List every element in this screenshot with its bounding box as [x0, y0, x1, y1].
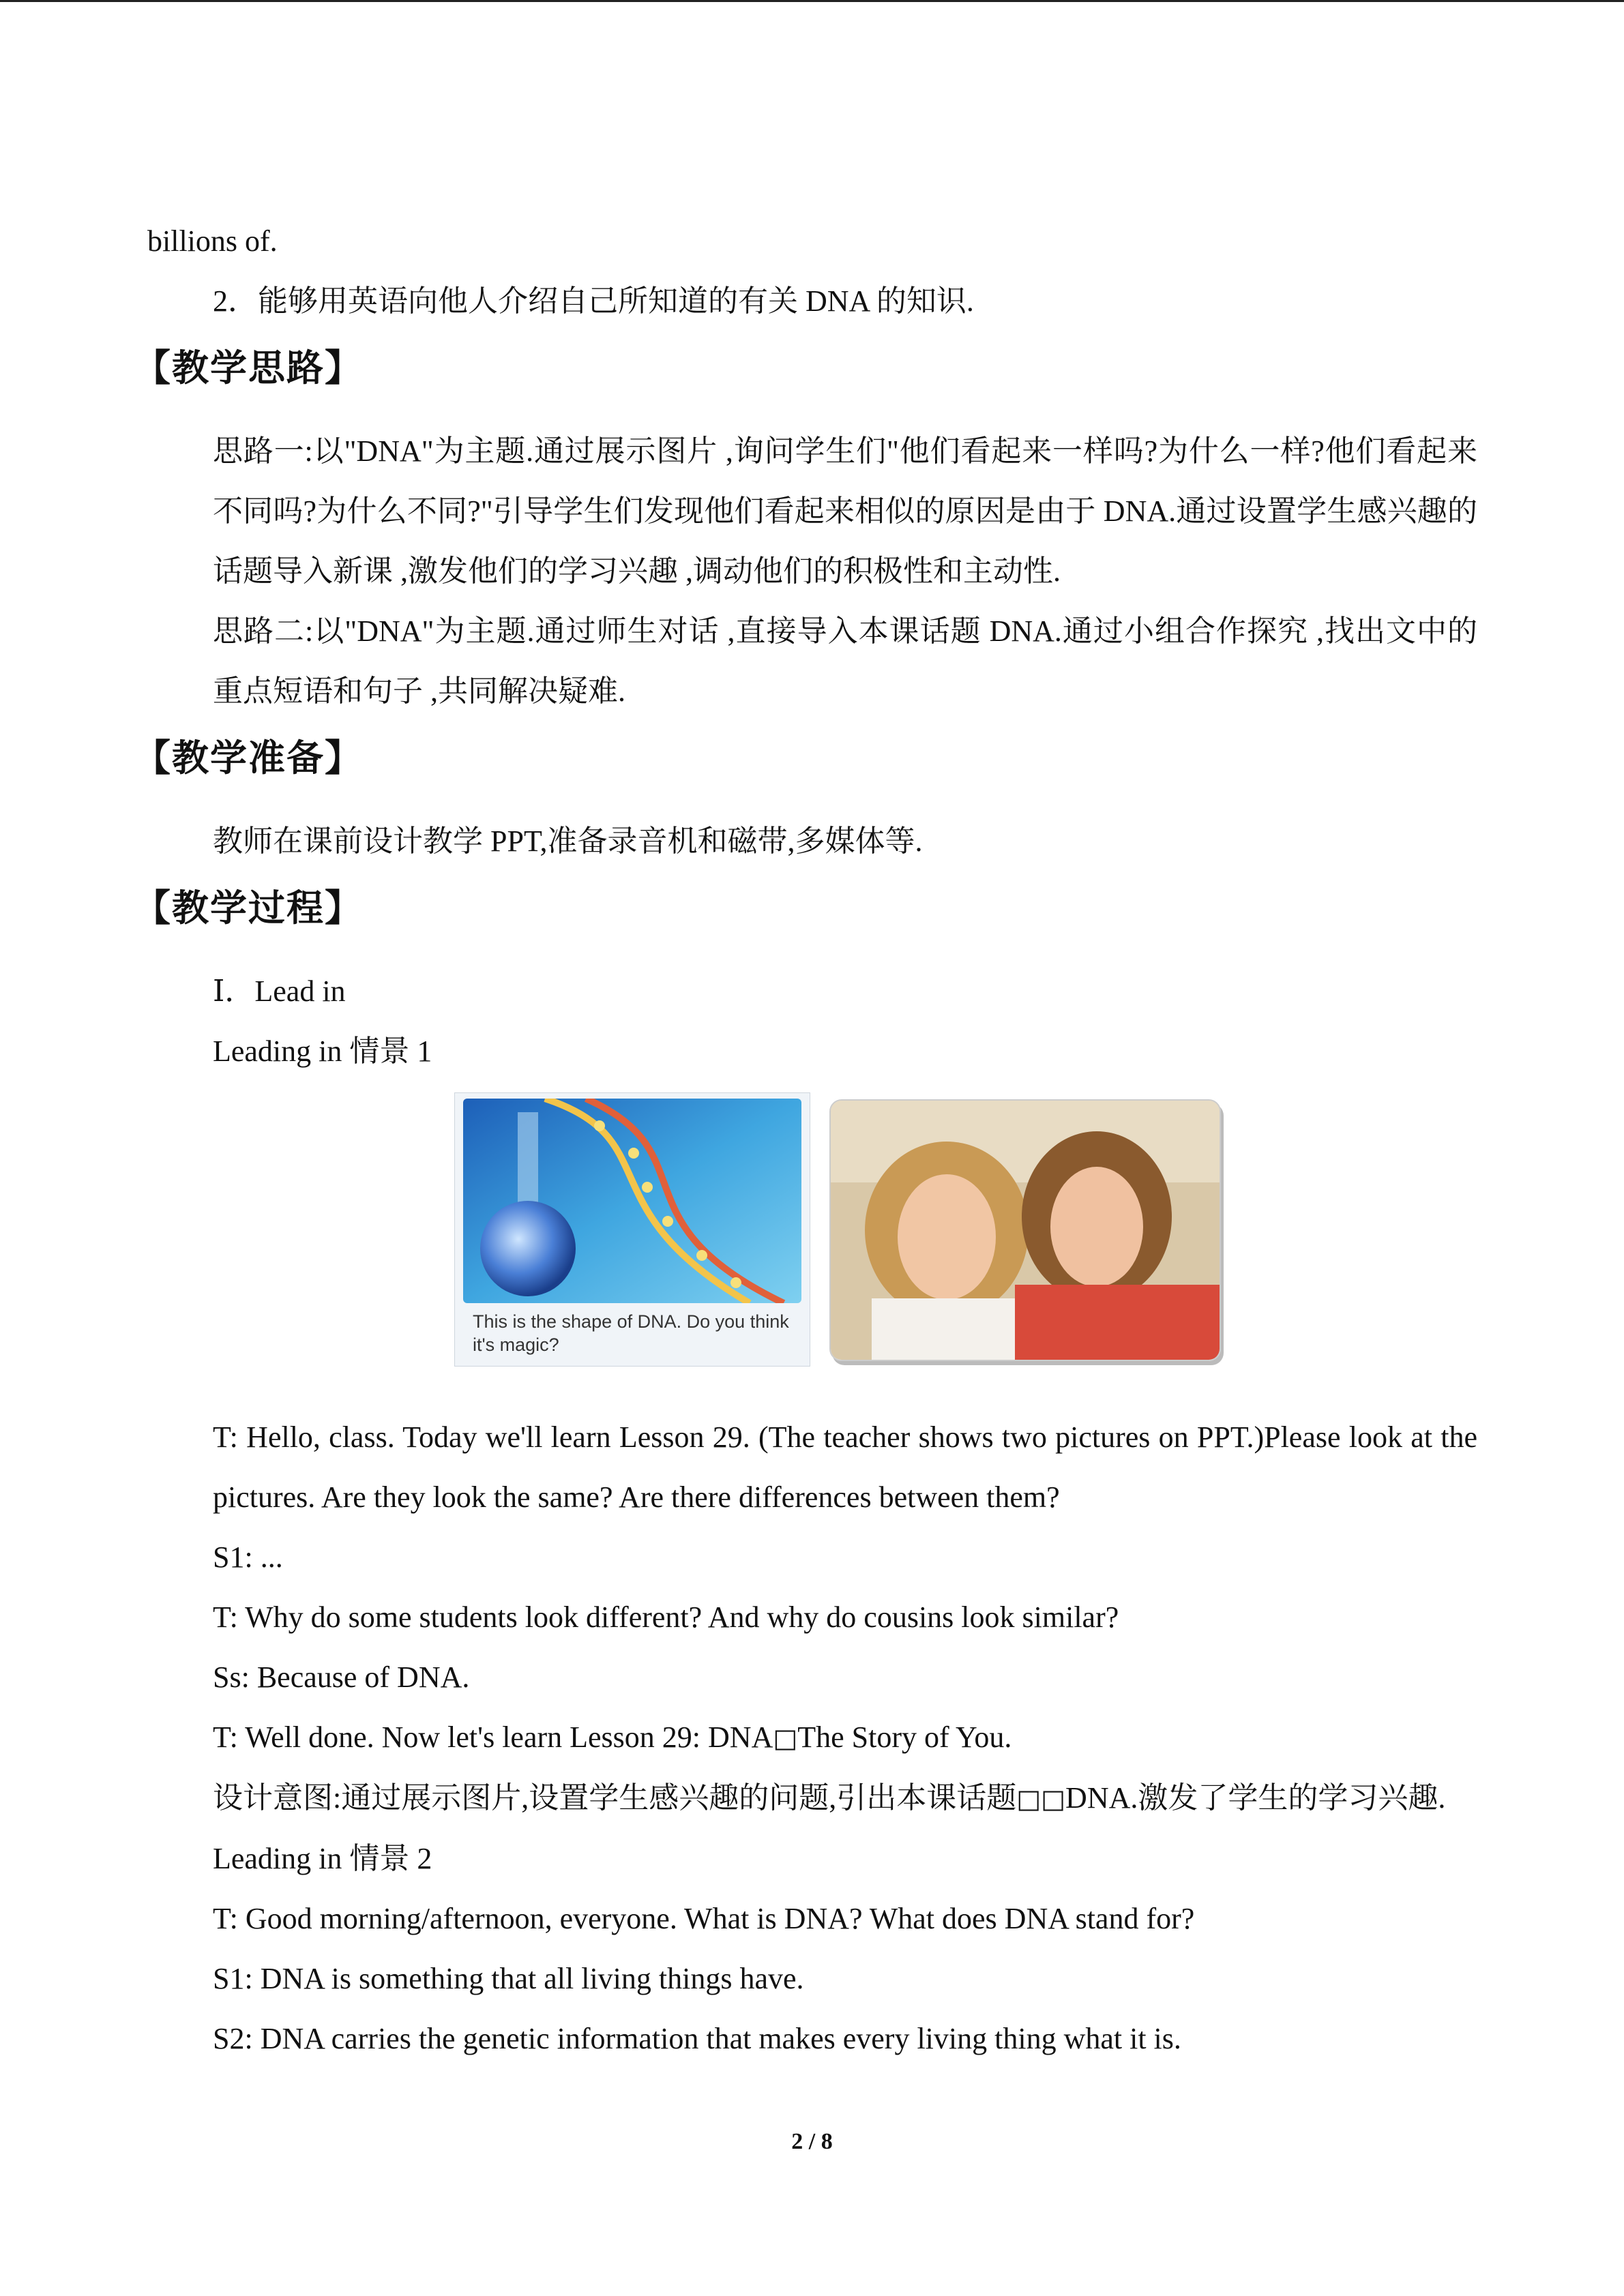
- page-number: 2 / 8: [791, 2129, 833, 2154]
- missing-glyph-box: □: [773, 1723, 798, 1753]
- dialogue-teacher-why: T: Why do some students look different? And why do cousins look similar?: [213, 1600, 1119, 1634]
- paragraph-objective-2: 2．能够用英语向他人介绍自己所知道的有关 DNA 的知识.: [213, 284, 974, 318]
- paragraph-preparation: 教师在课前设计教学 PPT,准备录音机和磁带,多媒体等.: [213, 824, 923, 858]
- well-done-title: The Story of You.: [797, 1720, 1012, 1754]
- dialogue-s2-dna: S2: DNA carries the genetic information that makes every living thing what it is.: [213, 2022, 1181, 2055]
- dialogue-s1-dna: S1: DNA is something that all living things have.: [213, 1962, 804, 1995]
- dialogue-teacher-hello: T: Hello, class. Today we'll learn Lesson 29. (The teacher shows two pictures on PPT.)Please look at the pictures. Are they look the same? Are there differences between them?: [213, 1420, 1477, 1514]
- scene-2-label: Leading in 情景 2: [213, 1842, 432, 1875]
- paragraph-thinking-2: 思路二:以"DNA"为主题.通过师生对话 ,直接导入本课话题 DNA.通过小组合作探究 ,找出文中的重点短语和句子 ,共同解决疑难.: [213, 614, 1477, 708]
- dialogue-s1-dots: S1: ...: [213, 1540, 283, 1574]
- dna-helix-image: [463, 1099, 801, 1303]
- dialogue-ss-because: Ss: Because of DNA.: [213, 1660, 470, 1694]
- heading-teaching-preparation: 【教学准备】: [134, 738, 363, 779]
- section-lead-in: Ⅰ．Lead in: [213, 974, 346, 1008]
- document-body: [134, 211, 1477, 2069]
- dna-picture: [454, 1092, 810, 1367]
- family-photo: [829, 1099, 1221, 1361]
- dialogue-teacher-good-morning: T: Good morning/afternoon, everyone. What is DNA? What does DNA stand for?: [213, 1902, 1195, 1935]
- lead-in-figure: [147, 1092, 1477, 1386]
- scene-1-label: Leading in 情景 1: [213, 1034, 432, 1068]
- missing-glyph-boxes: □□: [1016, 1784, 1066, 1814]
- page-top-border: [0, 0, 1624, 2]
- heading-teaching-thinking: 【教学思路】: [134, 348, 363, 389]
- heading-teaching-process: 【教学过程】: [134, 888, 363, 929]
- paragraph-thinking-1: 思路一:以"DNA"为主题.通过展示图片 ,询问学生们"他们看起来一样吗?为什么一样?他们看起来不同吗?为什么不同?"引导学生们发现他们看起来相似的原因是由于 DNA.通过设置学生感兴趣的话题导入新课 ,激发他们的学习兴趣 ,调动他们的积极性和主动性.: [213, 434, 1477, 588]
- well-done-text: T: Well done. Now let's learn Lesson 29: DNA: [213, 1720, 773, 1754]
- dna-picture-caption: This is the shape of DNA. Do you think it's magic?: [473, 1311, 789, 1355]
- design-intent-tail: DNA.激发了学生的学习兴趣.: [1065, 1781, 1446, 1815]
- paragraph-billions: billions of.: [147, 224, 278, 258]
- design-intent-paragraph: [147, 1768, 1477, 1829]
- design-intent-text: 设计意图:通过展示图片,设置学生感兴趣的问题,引出本课话题: [213, 1781, 1017, 1815]
- dialogue-teacher-well-done: [147, 1708, 1477, 1768]
